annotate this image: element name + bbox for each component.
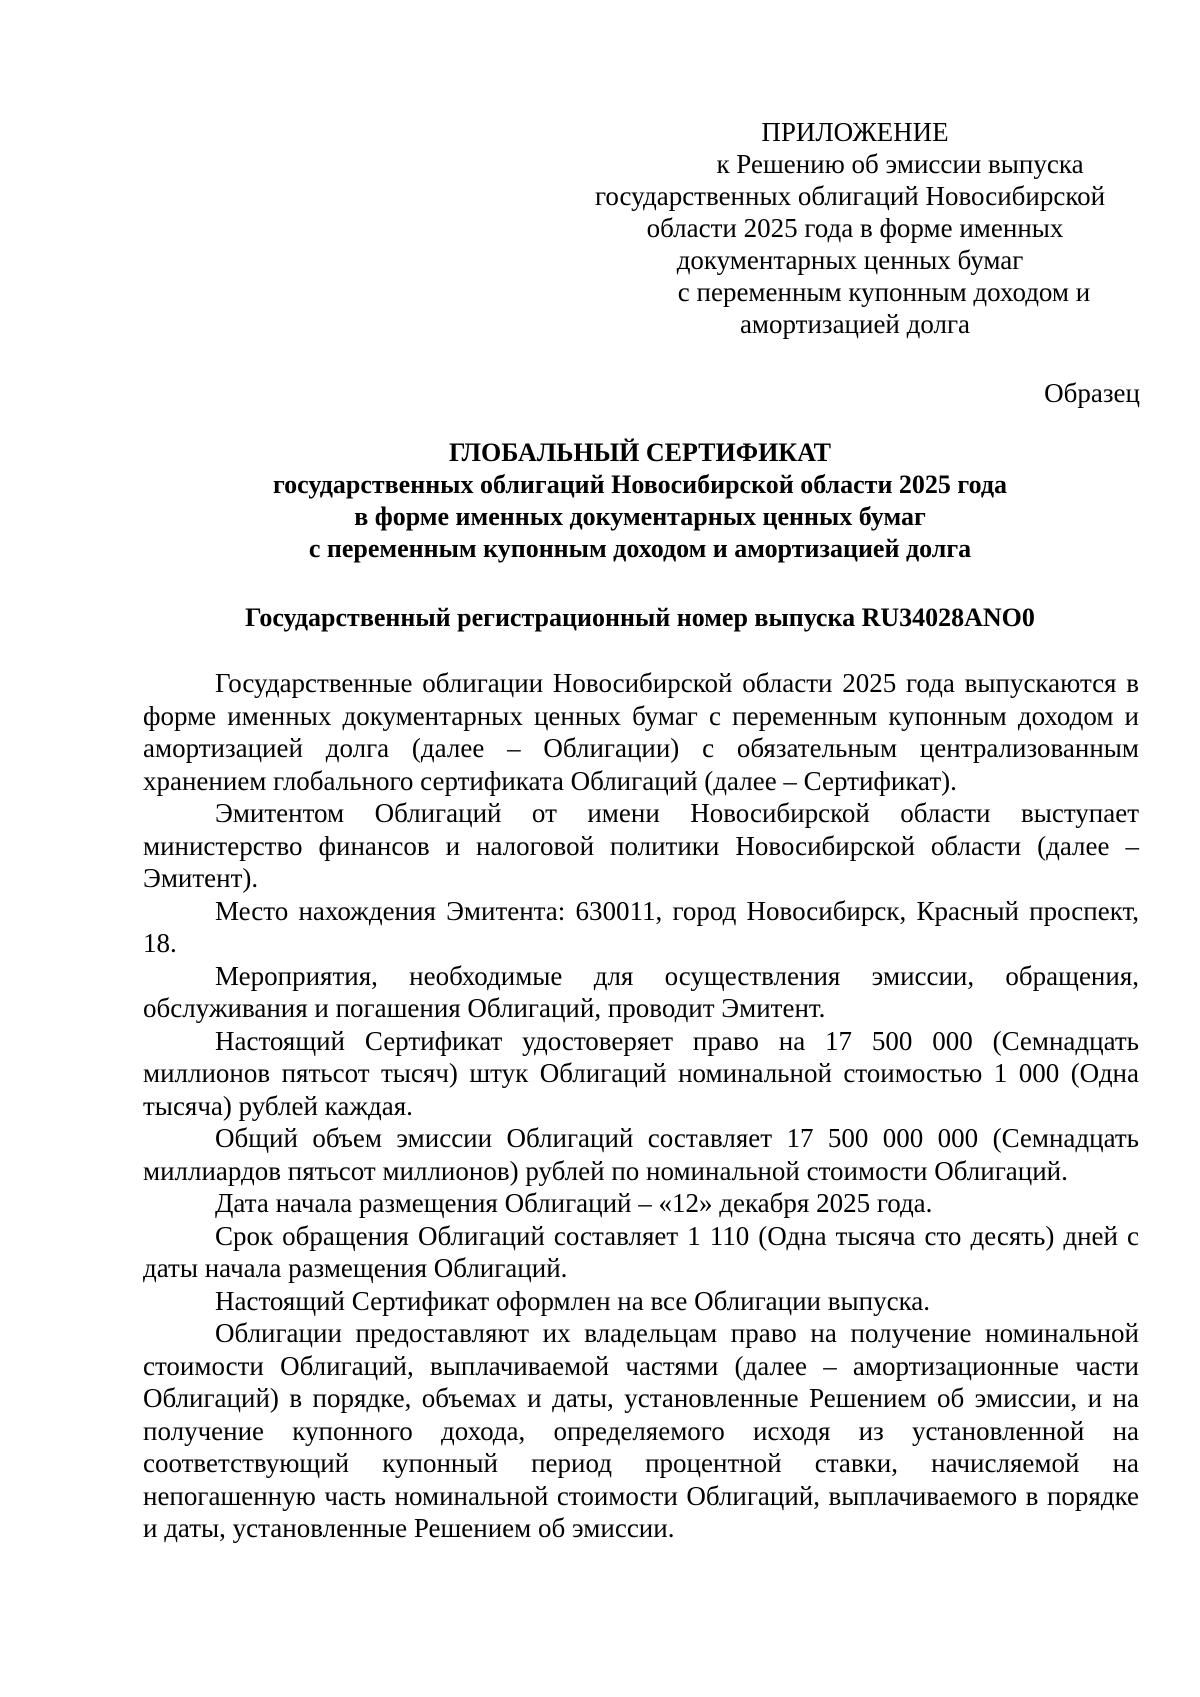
- appendix-line: государственных облигаций Новосибирской: [594, 181, 1106, 211]
- title-line: с переменным купонным доходом и амортизацией долга: [308, 534, 972, 563]
- document-body: [143, 667, 1139, 1545]
- appendix-line: к Решению об эмиссии выпуска: [716, 149, 1084, 179]
- paragraph: Настоящий Сертификат оформлен на все Облигации выпуска.: [215, 1285, 931, 1316]
- sample-label: Образец: [1044, 378, 1140, 408]
- registration-number: Государственный регистрационный номер выпуска RU34028ANO0: [245, 603, 1035, 632]
- title-line: государственных облигаций Новосибирской области 2025 года: [272, 470, 1007, 499]
- paragraph: Эмитентом Облигаций от имени Новосибирской области выступает министерство финансов и налоговой политики Новосибирской области (далее – Эмитент).: [143, 798, 1139, 893]
- appendix-header: [570, 116, 1130, 340]
- appendix-line: ПРИЛОЖЕНИЕ: [761, 117, 949, 147]
- title-line: ГЛОБАЛЬНЫЙ СЕРТИФИКАТ: [448, 438, 831, 467]
- document-title: [140, 437, 1140, 565]
- appendix-line: с переменным купонным доходом и: [677, 277, 1091, 307]
- paragraph: Срок обращения Облигаций составляет 1 110 (Одна тысяча сто десять) дней с даты начала размещения Облигаций.: [143, 1220, 1139, 1283]
- appendix-line: области 2025 года в форме именных: [646, 213, 1064, 243]
- title-line: в форме именных документарных ценных бумаг: [354, 502, 926, 531]
- paragraph: Настоящий Сертификат удостоверяет право на 17 500 000 (Семнадцать миллионов пятьсот тысяч) штук Облигаций номинальной стоимостью 1 000 (Одна тысяча) рублей каждая.: [143, 1025, 1139, 1121]
- paragraph: Государственные облигации Новосибирской области 2025 года выпускаются в форме именных документарных ценных бумаг с переменным купонным доходом и амортизацией долга (далее – Облигации) с обязательным централизованным хранением глобального сертификата Облигаций (далее – Сертификат).: [143, 668, 1139, 796]
- appendix-line: амортизацией долга: [739, 309, 971, 339]
- paragraph: Дата начала размещения Облигаций – «12» декабря 2025 года.: [215, 1188, 933, 1218]
- paragraph: Общий объем эмиссии Облигаций составляет 17 500 000 000 (Семнадцать миллиардов пятьсот миллионов) рублей по номинальной стоимости Облигаций.: [143, 1123, 1139, 1186]
- paragraph: Место нахождения Эмитента: 630011, город Новосибирск, Красный проспект, 18.: [143, 895, 1139, 958]
- appendix-line: документарных ценных бумаг: [676, 245, 1024, 275]
- paragraph: Облигации предоставляют их владельцам право на получение номинальной стоимости Облигаций, выплачиваемой частями (далее – амортизационные части Облигаций) в порядке, объемах и даты, установленные Решением об эмиссии, и на получение купонного дохода, определяемого исходя из установленной на соответствующий купонный период процентной ставки, начисляемой на непогашенную часть номинальной стоимости Облигаций, выплачиваемого в порядке и даты, установленные Решением об эмиссии.: [143, 1318, 1139, 1543]
- paragraph: Мероприятия, необходимые для осуществления эмиссии, обращения, обслуживания и погашения Облигаций, проводит Эмитент.: [143, 960, 1139, 1023]
